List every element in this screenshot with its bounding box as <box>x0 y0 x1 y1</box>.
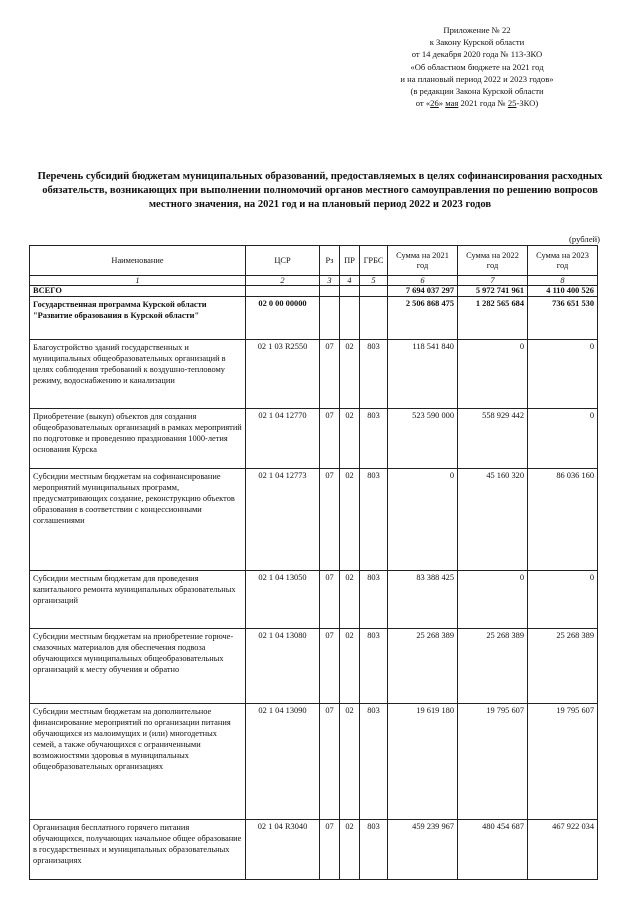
cell-sum-2022: 1 282 565 684 <box>458 297 528 340</box>
cell-grbs: 803 <box>360 340 388 409</box>
cell-sum-2023: 467 922 034 <box>528 820 598 880</box>
appendix-line: к Закону Курской области <box>429 37 525 48</box>
column-number: 8 <box>528 276 598 286</box>
cell-grbs: 803 <box>360 629 388 704</box>
cell-name: Субсидии местным бюджетам для проведения капитального ремонта муниципальных образовательных организаций <box>30 571 246 629</box>
appendix-line: «Об областном бюджете на 2021 год <box>410 61 544 72</box>
cell-grbs <box>360 297 388 340</box>
cell-sum-2022: 0 <box>458 571 528 629</box>
cell-sum-2023: 4 110 400 526 <box>528 286 598 297</box>
cell-csr: 02 0 00 00000 <box>246 297 320 340</box>
cell-pr: 02 <box>340 820 360 880</box>
cell-sum-2021: 0 <box>388 469 458 571</box>
cell-name: Организация бесплатного горячего питания обучающихся, получающих начальное общее образование в государственных и муниципальных образовательных организациях <box>30 820 246 880</box>
cell-csr: 02 1 04 13050 <box>246 571 320 629</box>
column-number: 5 <box>360 276 388 286</box>
cell-rz: 07 <box>320 571 340 629</box>
subsidies-table <box>29 245 598 880</box>
column-number: 2 <box>246 276 320 286</box>
column-number: 1 <box>30 276 246 286</box>
cell-grbs: 803 <box>360 820 388 880</box>
document-title: Перечень субсидий бюджетам муниципальных образований, предоставляемых в целях софинансирования расходных обязательств, возникающих при выполнении полномочий органов местного самоуправления по решению вопросов местного значения, на 2021 год и на плановый период 2022 и 2023 годов <box>37 171 603 211</box>
column-number: 4 <box>340 276 360 286</box>
cell-sum-2022: 25 268 389 <box>458 629 528 704</box>
col-rz-header: Рз <box>320 246 340 276</box>
table-row <box>30 704 598 820</box>
header-row <box>30 246 598 276</box>
cell-sum-2022: 558 929 442 <box>458 409 528 469</box>
cell-pr: 02 <box>340 409 360 469</box>
cell-csr: 02 1 04 13090 <box>246 704 320 820</box>
table-row <box>30 820 598 880</box>
text: -ЗКО) <box>516 98 539 109</box>
cell-rz: 07 <box>320 469 340 571</box>
appendix-line: Приложение № 22 <box>443 25 511 35</box>
appendix-header <box>362 24 592 109</box>
table-row <box>30 409 598 469</box>
col-2023-header: Сумма на 2023 год <box>528 246 598 276</box>
cell-sum-2022: 19 795 607 <box>458 704 528 820</box>
cell-sum-2023: 736 651 530 <box>528 297 598 340</box>
cell-sum-2023: 0 <box>528 340 598 409</box>
cell-pr: 02 <box>340 704 360 820</box>
amendment-day: 26 <box>430 98 439 109</box>
cell-csr: 02 1 04 12770 <box>246 409 320 469</box>
cell-pr: 02 <box>340 629 360 704</box>
col-grbs-header: ГРБС <box>360 246 388 276</box>
cell-sum-2022: 480 454 687 <box>458 820 528 880</box>
cell-sum-2022: 45 160 320 <box>458 469 528 571</box>
cell-name: Государственная программа Курской области "Развитие образования в Курской области" <box>30 297 246 340</box>
col-name-header: Наименование <box>30 246 246 276</box>
text: 2021 года № <box>458 98 508 109</box>
cell-sum-2022: 5 972 741 961 <box>458 286 528 297</box>
cell-rz: 07 <box>320 629 340 704</box>
table-row <box>30 571 598 629</box>
cell-sum-2021: 83 388 425 <box>388 571 458 629</box>
cell-csr <box>246 286 320 297</box>
appendix-line: от 14 декабря 2020 года № 113-ЗКО <box>411 49 543 60</box>
cell-sum-2023: 25 268 389 <box>528 629 598 704</box>
cell-rz: 07 <box>320 820 340 880</box>
cell-rz: 07 <box>320 704 340 820</box>
cell-grbs: 803 <box>360 571 388 629</box>
cell-sum-2021: 118 541 840 <box>388 340 458 409</box>
table-row <box>30 340 598 409</box>
table-row <box>30 629 598 704</box>
appendix-line <box>362 97 592 109</box>
cell-sum-2021: 19 619 180 <box>388 704 458 820</box>
cell-sum-2021: 25 268 389 <box>388 629 458 704</box>
cell-pr <box>340 297 360 340</box>
col-csr-header: ЦСР <box>246 246 320 276</box>
cell-rz <box>320 286 340 297</box>
cell-grbs: 803 <box>360 704 388 820</box>
column-number: 3 <box>320 276 340 286</box>
cell-sum-2021: 459 239 967 <box>388 820 458 880</box>
cell-sum-2021: 523 590 000 <box>388 409 458 469</box>
table-row <box>30 469 598 571</box>
cell-name: Субсидии местным бюджетам на приобретение горюче-смазочных материалов для обеспечения подвоза обучающихся муниципальных общеобразовательных организаций к месту обучения и обратно <box>30 629 246 704</box>
appendix-line: и на плановый период 2022 и 2023 годов» <box>400 73 554 84</box>
cell-csr: 02 1 03 R2550 <box>246 340 320 409</box>
appendix-line: (в редакции Закона Курской области <box>410 86 544 97</box>
text: » <box>438 98 446 109</box>
amendment-month: мая <box>445 98 459 109</box>
cell-csr: 02 1 04 R3040 <box>246 820 320 880</box>
cell-sum-2023: 19 795 607 <box>528 704 598 820</box>
text: от « <box>415 98 431 109</box>
cell-csr: 02 1 04 13080 <box>246 629 320 704</box>
cell-sum-2023: 0 <box>528 409 598 469</box>
cell-csr: 02 1 04 12773 <box>246 469 320 571</box>
cell-pr: 02 <box>340 340 360 409</box>
cell-sum-2022: 0 <box>458 340 528 409</box>
cell-grbs: 803 <box>360 469 388 571</box>
cell-rz <box>320 297 340 340</box>
table-row <box>30 297 598 340</box>
cell-rz: 07 <box>320 340 340 409</box>
amendment-number: 25 <box>507 98 517 109</box>
cell-grbs: 803 <box>360 409 388 469</box>
cell-name: ВСЕГО <box>30 286 246 297</box>
col-2021-header: Сумма на 2021 год <box>388 246 458 276</box>
cell-name: Субсидии местным бюджетам на софинансирование мероприятий муниципальных программ, предусматривающих создание, реконструкцию объектов образования в соответствии с концессионными соглашениями <box>30 469 246 571</box>
col-2022-header: Сумма на 2022 год <box>458 246 528 276</box>
column-number: 6 <box>388 276 458 286</box>
cell-sum-2021: 7 694 037 297 <box>388 286 458 297</box>
column-number: 7 <box>458 276 528 286</box>
cell-pr: 02 <box>340 571 360 629</box>
cell-rz: 07 <box>320 409 340 469</box>
cell-name: Приобретение (выкуп) объектов для создания общеобразовательных организаций в рамках мероприятий по подготовке и проведению празднования 1000-летия основания Курска <box>30 409 246 469</box>
cell-pr: 02 <box>340 469 360 571</box>
table-row <box>30 286 598 297</box>
cell-pr <box>340 286 360 297</box>
units-label: (рублей) <box>569 234 600 244</box>
cell-grbs <box>360 286 388 297</box>
cell-sum-2023: 0 <box>528 571 598 629</box>
cell-sum-2021: 2 506 868 475 <box>388 297 458 340</box>
cell-name: Субсидии местным бюджетам на дополнительное финансирование мероприятий по организации питания обучающихся из малоимущих и (или) многодетных семей, а также обучающихся с ограниченными возможностями здоровья в муниципальных общеобразовательных организациях <box>30 704 246 820</box>
cell-sum-2023: 86 036 160 <box>528 469 598 571</box>
col-pr-header: ПР <box>340 246 360 276</box>
cell-name: Благоустройство зданий государственных и муниципальных общеобразовательных организаций в целях соблюдения требований к воздушно-тепловому режиму, водоснабжению и канализации <box>30 340 246 409</box>
column-numbers-row <box>30 276 598 286</box>
